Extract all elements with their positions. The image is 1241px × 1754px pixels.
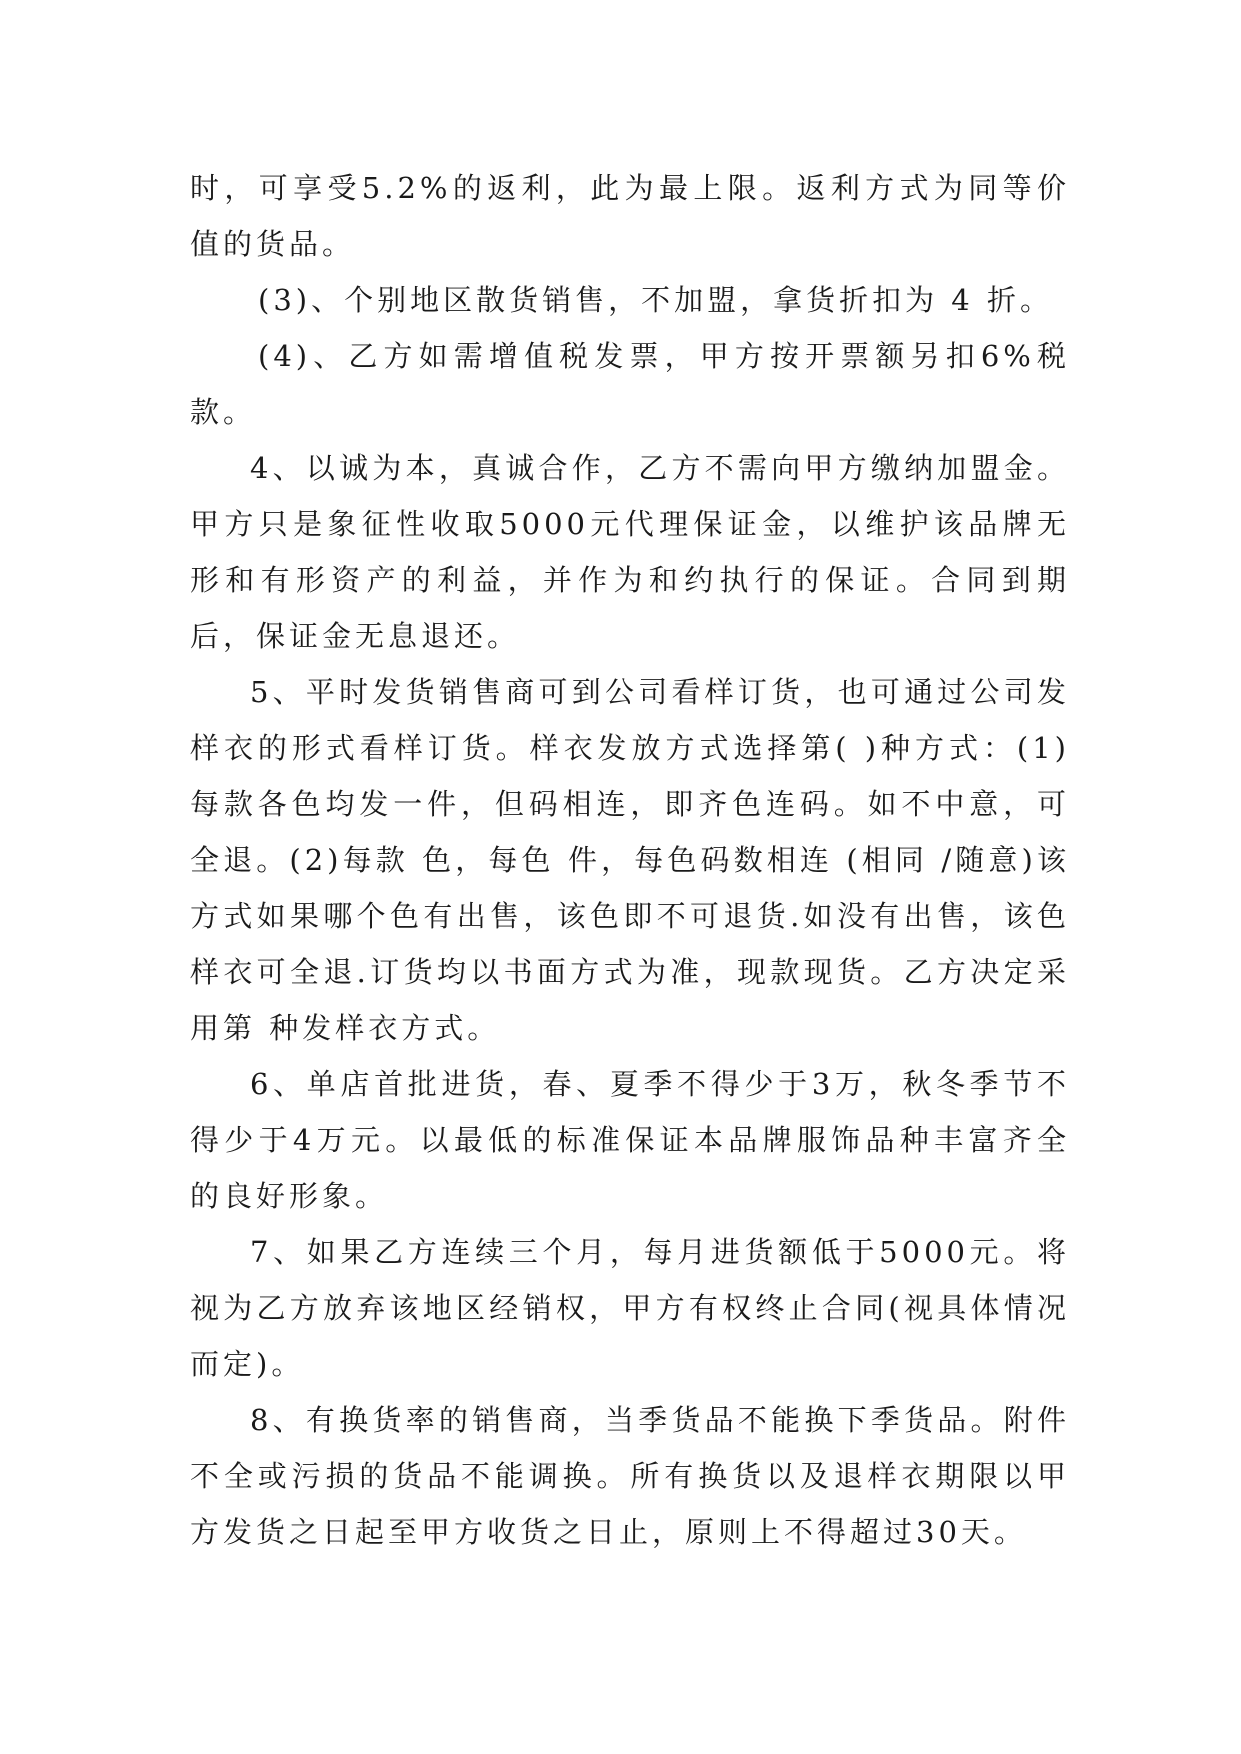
paragraph-rebate-cap: 时，可享受5.2%的返利，此为最上限。返利方式为同等价值的货品。 — [190, 171, 1070, 261]
document-page — [190, 160, 1070, 1560]
paragraph-item-7: 7、如果乙方连续三个月，每月进货额低于5000元。将视为乙方放弃该地区经销权，甲方有权终止合同(视具体情况而定)。 — [190, 1235, 1070, 1381]
paragraph-clause-3: (3)、个别地区散货销售，不加盟，拿货折扣为 4 折。 — [258, 283, 1053, 317]
paragraph-clause-4: (4)、乙方如需增值税发票，甲方按开票额另扣6%税款。 — [190, 339, 1070, 429]
paragraph-item-4: 4、以诚为本，真诚合作，乙方不需向甲方缴纳加盟金。甲方只是象征性收取5000元代理保证金，以维护该品牌无形和有形资产的利益，并作为和约执行的保证。合同到期后，保证金无息退还。 — [190, 451, 1070, 653]
paragraph-item-5: 5、平时发货销售商可到公司看样订货，也可通过公司发样衣的形式看样订货。样衣发放方式选择第( )种方式：(1)每款各色均发一件，但码相连，即齐色连码。如不中意，可全退。(2)每款 色，每色 件，每色码数相连 (相同 /随意)该方式如果哪个色有出售，该色即不可退货.如没有出售，该色样衣可全退.订货均以书面方式为准，现款现货。乙方决定采用第 种发样衣方式。 — [190, 675, 1070, 1045]
paragraph-item-8: 8、有换货率的销售商，当季货品不能换下季货品。附件不全或污损的货品不能调换。所有换货以及退样衣期限以甲方发货之日起至甲方收货之日止，原则上不得超过30天。 — [190, 1403, 1070, 1549]
paragraph-item-6: 6、单店首批进货，春、夏季不得少于3万，秋冬季节不得少于4万元。以最低的标准保证本品牌服饰品种丰富齐全的良好形象。 — [190, 1067, 1070, 1213]
